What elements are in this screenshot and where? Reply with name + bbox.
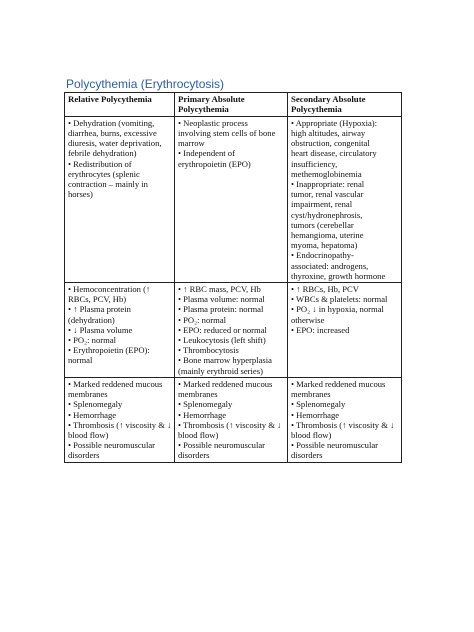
cell-text-line: diuresis, water deprivation,	[68, 138, 162, 149]
cell-text-line: • Marked reddened mucous	[178, 378, 273, 389]
cell-text-line: • Hemoconcentration (↑	[68, 284, 151, 295]
secondary-absolute-cell	[288, 116, 402, 282]
cell-text-line: obstruction, congenital	[291, 138, 370, 149]
cell-text-line: disorders	[178, 450, 210, 461]
cell-text-line: • ↑ RBC mass, PCV, Hb	[178, 284, 261, 295]
relative-cell	[65, 377, 175, 462]
cell-text-line: myoma, hepatoma)	[291, 240, 358, 251]
cell-text-line: thyroxine, growth hormone	[291, 270, 386, 281]
cell-text-line: • Dehydration (vomiting,	[68, 117, 155, 128]
cell-text-line: erythropoietin (EPO)	[178, 158, 251, 169]
cell-text-line: normal	[68, 355, 93, 366]
cell-text-line: high altitudes, airway	[291, 128, 366, 139]
cell-text-line: (dehydration)	[68, 314, 115, 325]
header-line: Secondary Absolute	[291, 94, 366, 104]
cell-text-line: • Splenomegaly	[68, 399, 123, 410]
header-line: Polycythemia	[178, 104, 229, 115]
header-line: Relative Polycythemia	[68, 94, 152, 104]
table-header-row	[65, 93, 402, 117]
cell-text-line: involving stem cells of bone	[178, 128, 276, 139]
cell-text-line: • Leukocytosis (left shift)	[178, 335, 266, 346]
cell-text-line: disorders	[68, 450, 100, 461]
cell-text-line: • Appropriate (Hypoxia):	[291, 117, 378, 128]
cell-text-line: marrow	[178, 138, 205, 149]
table-body	[65, 116, 402, 462]
primary-absolute-cell	[175, 283, 288, 378]
cell-text-line: membranes	[68, 389, 108, 400]
laboratory-findings-row	[65, 283, 402, 378]
clinical-signs-row	[65, 377, 402, 462]
primary-absolute-header	[175, 93, 288, 117]
cell-text-line: • Hemorrhage	[178, 409, 227, 420]
cell-text-line: erythrocytes (splenic	[68, 168, 140, 179]
cell-text-line: • Neoplastic process	[178, 117, 248, 128]
relative-cell	[65, 116, 175, 282]
cell-text-line: diarrhea, burns, excessive	[68, 128, 157, 139]
cell-text-line: • Splenomegaly	[178, 399, 233, 410]
cell-text-line: • EPO: increased	[291, 324, 350, 335]
document-title: Polycythemia (Erythrocytosis)	[66, 77, 225, 91]
header-line: Primary Absolute	[178, 94, 245, 104]
cell-text-line: cyst/hydronephrosis,	[291, 209, 363, 220]
cell-text-line: otherwise	[291, 314, 325, 325]
cell-text-line: • PO₂: normal	[68, 335, 117, 346]
cell-text-line: • Thrombocytosis	[178, 345, 239, 356]
cell-text-line: methemoglobinemia	[291, 168, 362, 179]
cell-text-line: • Endocrinopathy-	[291, 250, 354, 261]
cell-text-line: contraction – mainly in	[68, 179, 148, 190]
primary-absolute-cell	[175, 116, 288, 282]
cell-text-line: • Hemorrhage	[68, 409, 117, 420]
cell-text-line: • Thrombosis (↑ viscosity & ↓	[291, 419, 395, 430]
cell-text-line: • Plasma volume: normal	[178, 294, 265, 305]
primary-absolute-cell	[175, 377, 288, 462]
cell-text-line: • Independent of	[178, 148, 235, 159]
cell-text-line: membranes	[178, 389, 218, 400]
cell-text-line: • Inappropriate: renal	[291, 179, 365, 190]
cell-text-line: • ↑ Plasma protein	[68, 304, 131, 315]
cell-text-line: • Marked reddened mucous	[291, 378, 386, 389]
cell-text-line: impairment, renal	[291, 199, 353, 210]
cell-text-line: • Plasma protein: normal	[178, 304, 264, 315]
cell-text-line: heart disease, circulatory	[291, 148, 377, 159]
causes-row	[65, 116, 402, 282]
cell-text-line: • PO₂: normal	[178, 314, 227, 325]
cell-text-line: tumor, renal vascular	[291, 189, 364, 200]
cell-text-line: blood flow)	[291, 429, 332, 440]
polycythemia-table	[64, 92, 402, 463]
cell-text-line: • ↑ RBCs, Hb, PCV	[291, 284, 359, 295]
cell-text-line: • Splenomegaly	[291, 399, 346, 410]
cell-text-line: • Possible neuromuscular	[178, 440, 266, 451]
cell-text-line: • PO₂ ↓ in hypoxia, normal	[291, 304, 384, 315]
cell-text-line: • Redistribution of	[68, 158, 132, 169]
cell-text-line: • WBCs & platelets: normal	[291, 294, 388, 305]
cell-text-line: • ↓ Plasma volume	[68, 324, 133, 335]
cell-text-line: membranes	[291, 389, 331, 400]
cell-text-line: • EPO: reduced or normal	[178, 324, 267, 335]
cell-text-line: associated: androgens,	[291, 260, 369, 271]
cell-text-line: tumors (cerebellar	[291, 219, 354, 230]
cell-text-line: • Bone marrow hyperplasia	[178, 355, 272, 366]
cell-text-line: horses)	[68, 189, 93, 200]
cell-text-line: RBCs, PCV, Hb)	[68, 294, 127, 305]
cell-text-line: disorders	[291, 450, 323, 461]
secondary-absolute-cell	[288, 283, 402, 378]
cell-text-line: (mainly erythroid series)	[178, 365, 263, 376]
cell-text-line: • Thrombosis (↑ viscosity & ↓	[178, 419, 282, 430]
secondary-absolute-cell	[288, 377, 402, 462]
cell-text-line: • Hemorrhage	[291, 409, 340, 420]
cell-text-line: • Erythropoietin (EPO):	[68, 345, 150, 356]
cell-text-line: hemangioma, uterine	[291, 230, 364, 241]
relative-polycythemia-header	[65, 93, 175, 117]
cell-text-line: insufficiency,	[291, 158, 338, 169]
relative-cell	[65, 283, 175, 378]
cell-text-line: • Possible neuromuscular	[291, 440, 379, 451]
cell-text-line: • Possible neuromuscular	[68, 440, 156, 451]
cell-text-line: blood flow)	[68, 429, 109, 440]
cell-text-line: febrile dehydration)	[68, 148, 137, 159]
secondary-absolute-header	[288, 93, 402, 117]
cell-text-line: • Thrombosis (↑ viscosity & ↓	[68, 419, 172, 430]
header-line: Polycythemia	[291, 104, 342, 115]
cell-text-line: blood flow)	[178, 429, 219, 440]
cell-text-line: • Marked reddened mucous	[68, 378, 163, 389]
